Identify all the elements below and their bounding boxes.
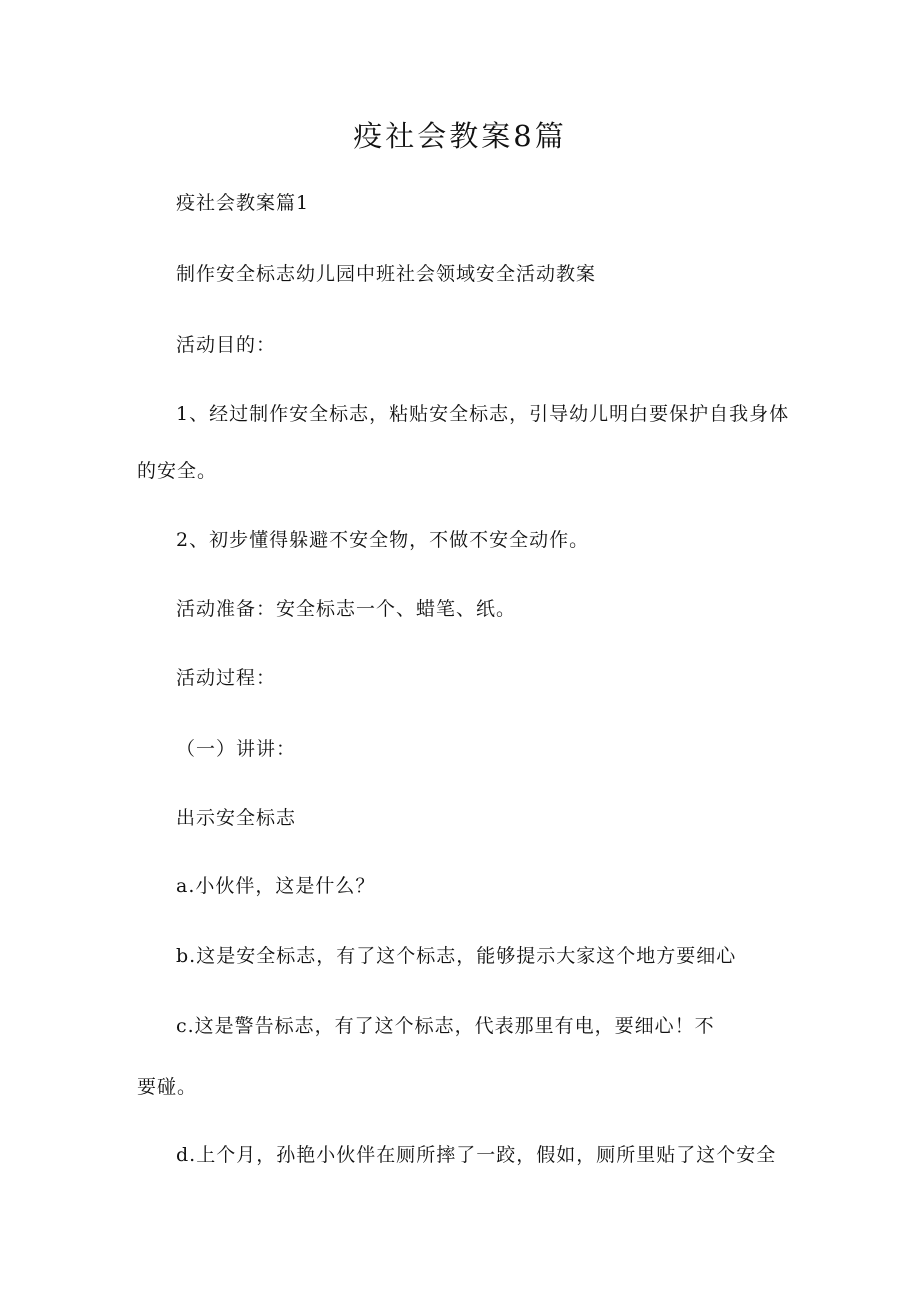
item-a: a.小伙伴，这是什么？ [176,875,376,897]
goal-item-1-line-1: 1、经过制作安全标志，粘贴安全标志，引导幼儿明白要保护自我身体 [176,403,790,425]
goal-item-2: 2、初步懂得躲避不安全物，不做不安全动作。 [176,529,590,551]
process-heading: 活动过程： [176,667,277,689]
document-title: 疫社会教案8篇 [353,119,567,153]
goal-item-1-line-2: 的安全。 [137,460,218,482]
goal-heading: 活动目的： [176,334,277,356]
item-c-line-1: c.这是警告标志，有了这个标志，代表那里有电，要细心！不 [176,1015,715,1037]
lesson-subtitle: 制作安全标志幼儿园中班社会领域安全活动教案 [176,263,597,285]
step-1-heading: （一）讲讲： [176,738,297,760]
show-safety-sign: 出示安全标志 [176,807,297,829]
item-b: b.这是安全标志，有了这个标志，能够提示大家这个地方要细心 [176,945,737,967]
activity-preparation: 活动准备：安全标志一个、蜡笔、纸。 [176,598,517,620]
section-heading: 疫社会教案篇1 [176,192,310,214]
item-d: d.上个月，孙艳小伙伴在厕所摔了一跤，假如，厕所里贴了这个安全 [176,1144,777,1166]
item-c-line-2: 要碰。 [137,1076,198,1098]
